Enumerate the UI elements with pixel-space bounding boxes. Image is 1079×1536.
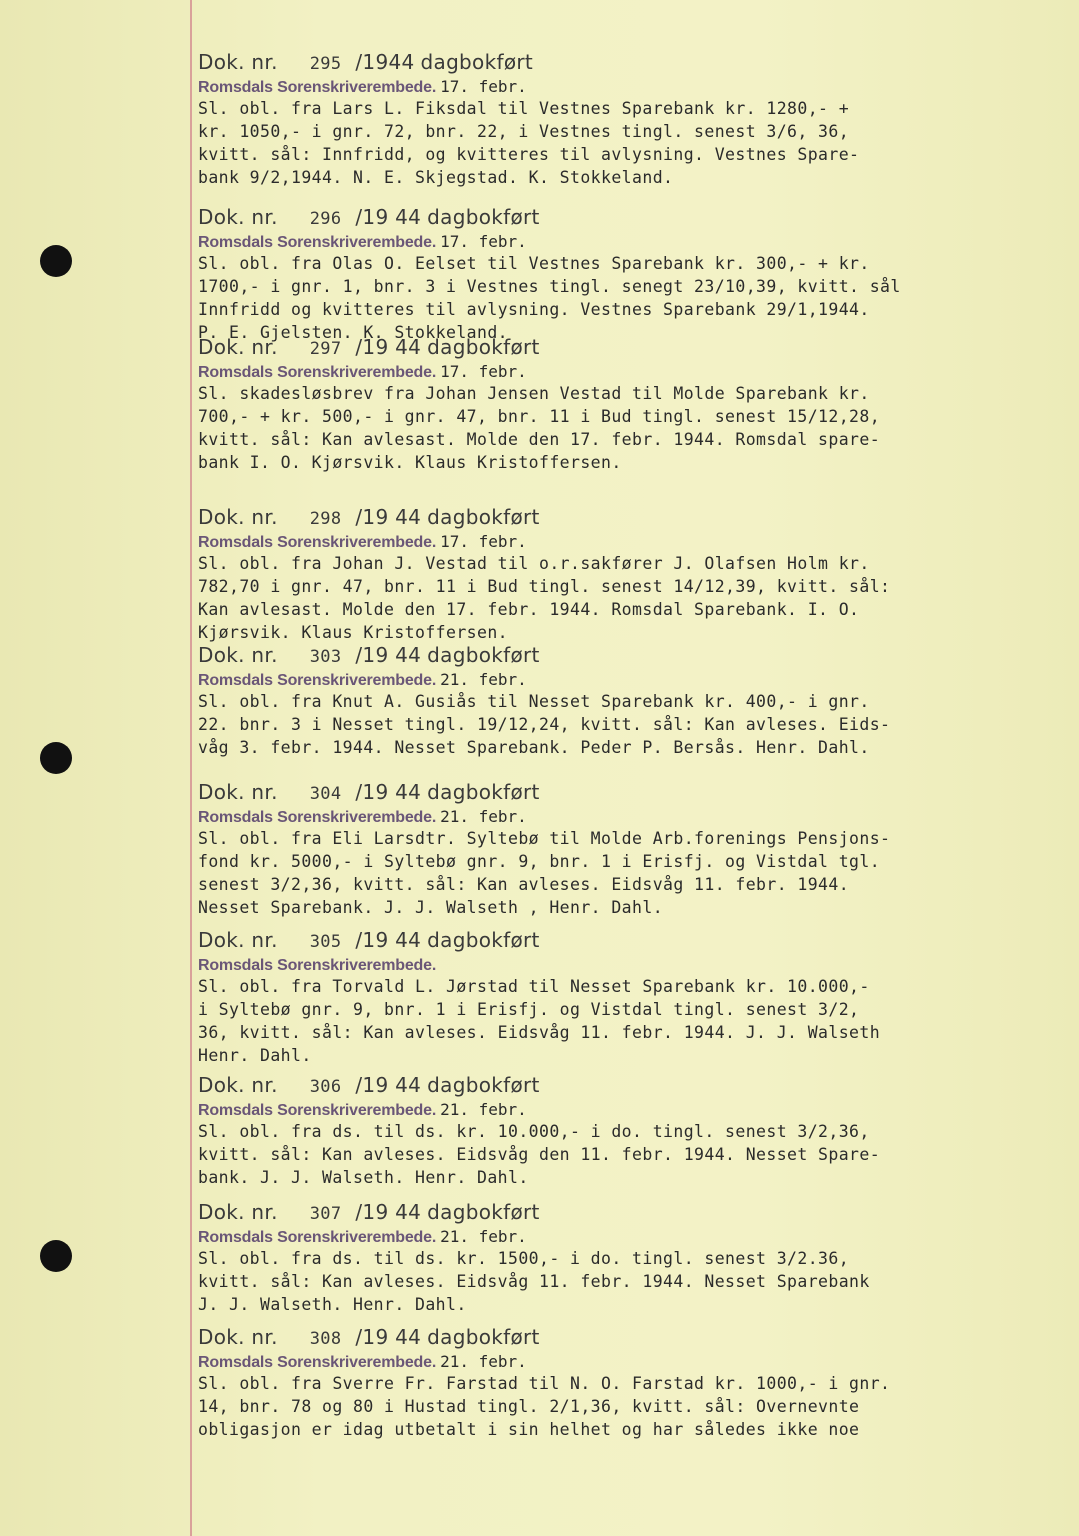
office-stamp: Romsdals Sorenskriverembede. xyxy=(198,534,437,551)
document-entry xyxy=(198,1325,1058,1441)
entry-text-line: 14, bnr. 78 og 80 i Hustad tingl. 2/1,36, kvitt. sål: Overnevnte xyxy=(198,1397,860,1416)
office-line xyxy=(198,362,1058,382)
office-line xyxy=(198,670,1058,690)
entry-text-line: 1700,- i gnr. 1, bnr. 3 i Vestnes tingl. senegt 23/10,39, kvitt. sål xyxy=(198,277,901,296)
entry-text-line: kvitt. sål: Kan avleses. Eidsvåg 11. febr. 1944. Nesset Sparebank xyxy=(198,1272,870,1291)
entry-text-line: i Syltebø gnr. 9, bnr. 1 i Erisfj. og Vistdal tingl. senest 3/2, xyxy=(198,1000,860,1019)
entry-date: 21. febr. xyxy=(440,670,527,689)
dok-label: Dok. nr. xyxy=(198,50,278,74)
diary-stamp: dagbokført xyxy=(427,505,540,529)
entry-text-line: Sl. obl. fra Sverre Fr. Farstad til N. O. Farstad kr. 1000,- i gnr. xyxy=(198,1374,891,1393)
entry-heading xyxy=(198,205,1058,229)
doc-number: 307 xyxy=(309,1204,342,1224)
entry-date: 21. febr. xyxy=(440,807,527,826)
doc-number: 308 xyxy=(309,1329,342,1349)
document-entry xyxy=(198,205,1058,344)
office-line xyxy=(198,1227,1058,1247)
entry-text-line: bank. J. J. Walseth. Henr. Dahl. xyxy=(198,1168,529,1187)
office-stamp: Romsdals Sorenskriverembede. xyxy=(198,1102,437,1119)
office-line xyxy=(198,807,1058,827)
dok-label: Dok. nr. xyxy=(198,205,278,229)
dok-label: Dok. nr. xyxy=(198,1200,278,1224)
doc-year: /1944 xyxy=(355,50,415,74)
entry-text-line: kvitt. sål: Innfridd, og kvitteres til avlysning. Vestnes Spare- xyxy=(198,145,860,164)
entry-date: 21. febr. xyxy=(440,1227,527,1246)
entry-text-line: 782,70 i gnr. 47, bnr. 11 i Bud tingl. senest 14/12,39, kvitt. sål: xyxy=(198,577,891,596)
doc-year: /19 44 xyxy=(355,643,422,667)
diary-stamp: dagbokført xyxy=(427,1325,540,1349)
diary-stamp: dagbokført xyxy=(420,50,534,74)
entry-text-line: Sl. obl. fra ds. til ds. kr. 1500,- i do. tingl. senest 3/2.36, xyxy=(198,1249,850,1268)
entry-text-line: 36, kvitt. sål: Kan avleses. Eidsvåg 11. febr. 1944. J. J. Walseth xyxy=(198,1023,881,1042)
entry-text-line: Sl. skadesløsbrev fra Johan Jensen Vestad til Molde Sparebank kr. xyxy=(198,384,870,403)
entry-text-line: våg 3. febr. 1944. Nesset Sparebank. Peder P. Bersås. Henr. Dahl. xyxy=(198,738,870,757)
dok-label: Dok. nr. xyxy=(198,780,278,804)
office-stamp: Romsdals Sorenskriverembede. xyxy=(198,1354,437,1371)
entry-text-line: Henr. Dahl. xyxy=(198,1046,312,1065)
doc-number: 297 xyxy=(309,339,342,359)
entry-text-line: P. E. Gjelsten. K. Stokkeland. xyxy=(198,323,509,342)
entry-text-line: senest 3/2,36, kvitt. sål: Kan avleses. Eidsvåg 11. febr. 1944. xyxy=(198,875,850,894)
entry-heading xyxy=(198,505,1058,529)
diary-stamp: dagbokført xyxy=(427,1200,540,1224)
entry-text-line: kvitt. sål: Kan avlesast. Molde den 17. febr. 1944. Romsdal spare- xyxy=(198,430,881,449)
entry-text-line: 700,- + kr. 500,- i gnr. 47, bnr. 11 i Bud tingl. senest 15/12,28, xyxy=(198,407,881,426)
document-entry xyxy=(198,928,1058,1067)
doc-number: 306 xyxy=(309,1077,342,1097)
entry-text-line: bank 9/2,1944. N. E. Skjegstad. K. Stokkeland. xyxy=(198,168,674,187)
dok-label: Dok. nr. xyxy=(198,643,278,667)
office-line xyxy=(198,532,1058,552)
doc-number: 303 xyxy=(309,647,342,667)
entry-text-line: Nesset Sparebank. J. J. Walseth , Henr. Dahl. xyxy=(198,898,664,917)
diary-stamp: dagbokført xyxy=(427,1073,540,1097)
document-entry xyxy=(198,50,1058,189)
office-stamp: Romsdals Sorenskriverembede. xyxy=(198,957,437,974)
entry-text-line: Sl. obl. fra Johan J. Vestad til o.r.sakfører J. Olafsen Holm kr. xyxy=(198,554,870,573)
entry-text-line: kvitt. sål: Kan avleses. Eidsvåg den 11. febr. 1944. Nesset Spare- xyxy=(198,1145,881,1164)
doc-number: 305 xyxy=(309,932,342,952)
entry-heading xyxy=(198,928,1058,952)
office-line xyxy=(198,77,1058,97)
entry-text-line: kr. 1050,- i gnr. 72, bnr. 22, i Vestnes tingl. senest 3/6, 36, xyxy=(198,122,850,141)
entry-text-line: Sl. obl. fra Lars L. Fiksdal til Vestnes Sparebank kr. 1280,- + xyxy=(198,99,850,118)
entry-heading xyxy=(198,1325,1058,1349)
doc-year: /19 44 xyxy=(355,780,422,804)
doc-year: /19 44 xyxy=(355,1200,422,1224)
office-stamp: Romsdals Sorenskriverembede. xyxy=(198,234,437,251)
entry-text-line: fond kr. 5000,- i Syltebø gnr. 9, bnr. 1 i Erisfj. og Vistdal tgl. xyxy=(198,852,881,871)
entry-text-line: Kjørsvik. Klaus Kristoffersen. xyxy=(198,623,509,642)
entry-date: 21. febr. xyxy=(440,1352,527,1371)
diary-stamp: dagbokført xyxy=(427,205,540,229)
punch-hole xyxy=(40,1240,72,1272)
entry-heading xyxy=(198,335,1058,359)
entry-text-line: Innfridd og kvitteres til avlysning. Vestnes Sparebank 29/1,1944. xyxy=(198,300,870,319)
dok-label: Dok. nr. xyxy=(198,1073,278,1097)
dok-label: Dok. nr. xyxy=(198,335,278,359)
document-entry xyxy=(198,505,1058,644)
document-entry xyxy=(198,780,1058,919)
doc-year: /19 44 xyxy=(355,335,422,359)
office-line xyxy=(198,1100,1058,1120)
doc-year: /19 44 xyxy=(355,205,422,229)
dok-label: Dok. nr. xyxy=(198,505,278,529)
document-entry xyxy=(198,1073,1058,1189)
doc-number: 296 xyxy=(309,209,342,229)
office-line xyxy=(198,232,1058,252)
entry-heading xyxy=(198,780,1058,804)
office-stamp: Romsdals Sorenskriverembede. xyxy=(198,364,437,381)
margin-rule xyxy=(190,0,192,1536)
office-stamp: Romsdals Sorenskriverembede. xyxy=(198,809,437,826)
entry-heading xyxy=(198,1200,1058,1224)
entry-text-line: Sl. obl. fra Knut A. Gusiås til Nesset Sparebank kr. 400,- i gnr. xyxy=(198,692,870,711)
doc-number: 298 xyxy=(309,509,342,529)
doc-year: /19 44 xyxy=(355,1073,422,1097)
document-entry xyxy=(198,643,1058,759)
entry-date: 17. febr. xyxy=(440,362,527,381)
diary-stamp: dagbokført xyxy=(427,643,540,667)
entry-heading xyxy=(198,1073,1058,1097)
doc-year: /19 44 xyxy=(355,1325,422,1349)
office-stamp: Romsdals Sorenskriverembede. xyxy=(198,1229,437,1246)
doc-number: 295 xyxy=(309,54,342,74)
doc-number: 304 xyxy=(309,784,342,804)
entry-heading xyxy=(198,50,1058,74)
doc-year: /19 44 xyxy=(355,928,422,952)
diary-stamp: dagbokført xyxy=(427,335,540,359)
punch-hole xyxy=(40,742,72,774)
entry-text-line: Kan avlesast. Molde den 17. febr. 1944. Romsdal Sparebank. I. O. xyxy=(198,600,860,619)
diary-stamp: dagbokført xyxy=(427,780,540,804)
entry-text-line: J. J. Walseth. Henr. Dahl. xyxy=(198,1295,467,1314)
entry-text-line: 22. bnr. 3 i Nesset tingl. 19/12,24, kvitt. sål: Kan avleses. Eids- xyxy=(198,715,891,734)
entry-date: 17. febr. xyxy=(440,77,527,96)
entry-text-line: bank I. O. Kjørsvik. Klaus Kristoffersen. xyxy=(198,453,622,472)
dok-label: Dok. nr. xyxy=(198,1325,278,1349)
office-line xyxy=(198,955,1058,975)
entry-text-line: obligasjon er idag utbetalt i sin helhet og har således ikke noe xyxy=(198,1420,860,1439)
entry-date: 17. febr. xyxy=(440,532,527,551)
document-entry xyxy=(198,1200,1058,1316)
office-stamp: Romsdals Sorenskriverembede. xyxy=(198,672,437,689)
entry-date: 21. febr. xyxy=(440,1100,527,1119)
dok-label: Dok. nr. xyxy=(198,928,278,952)
entry-text-line: Sl. obl. fra Torvald L. Jørstad til Nesset Sparebank kr. 10.000,- xyxy=(198,977,870,996)
document-entry xyxy=(198,335,1058,474)
doc-year: /19 44 xyxy=(355,505,422,529)
entry-text-line: Sl. obl. fra Olas O. Eelset til Vestnes Sparebank kr. 300,- + kr. xyxy=(198,254,870,273)
entry-text-line: Sl. obl. fra Eli Larsdtr. Syltebø til Molde Arb.forenings Pensjons- xyxy=(198,829,891,848)
entry-heading xyxy=(198,643,1058,667)
punch-hole xyxy=(40,245,72,277)
diary-stamp: dagbokført xyxy=(427,928,540,952)
entry-date: 17. febr. xyxy=(440,232,527,251)
office-stamp: Romsdals Sorenskriverembede. xyxy=(198,79,437,96)
office-line xyxy=(198,1352,1058,1372)
entry-text-line: Sl. obl. fra ds. til ds. kr. 10.000,- i do. tingl. senest 3/2,36, xyxy=(198,1122,870,1141)
